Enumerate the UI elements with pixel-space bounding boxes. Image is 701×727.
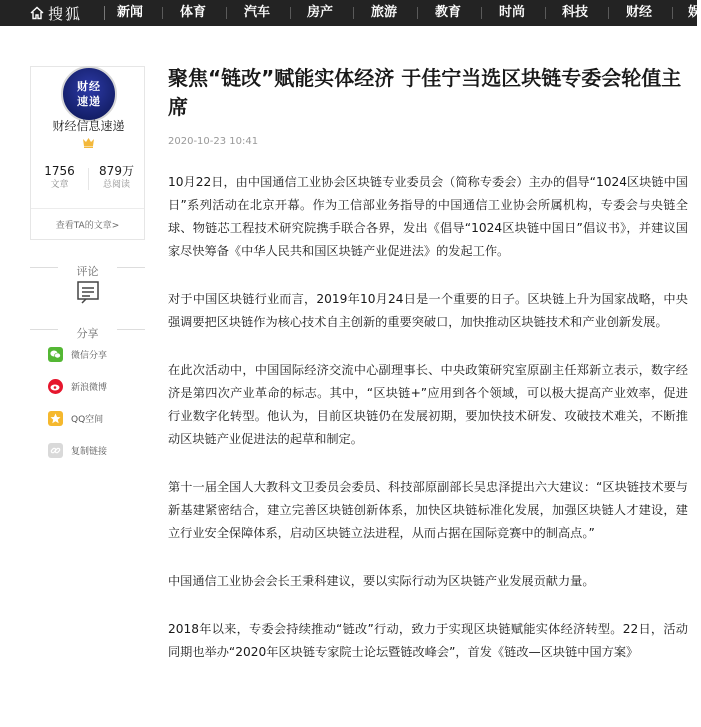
top-navigation-bar bbox=[0, 0, 701, 26]
divider-line bbox=[117, 267, 145, 268]
nav-divider bbox=[290, 7, 291, 19]
article-count-stat bbox=[31, 164, 88, 192]
sohu-logo[interactable] bbox=[30, 0, 82, 26]
nav-divider bbox=[545, 7, 546, 19]
share-qzone[interactable] bbox=[48, 410, 145, 426]
nav-item-fashion[interactable]: 时尚 bbox=[499, 5, 526, 20]
comment-section-header bbox=[30, 260, 145, 278]
divider-line bbox=[30, 329, 58, 330]
divider-line bbox=[117, 329, 145, 330]
avatar-text-line1: 财经 bbox=[77, 80, 101, 93]
article-count: 1756 bbox=[44, 164, 75, 178]
article-title: 聚焦“链改”赋能实体经济 于佳宁当选区块链专委会轮值主席 bbox=[168, 66, 682, 119]
nav-item-travel[interactable]: 旅游 bbox=[371, 5, 398, 20]
nav-divider bbox=[417, 7, 418, 19]
author-sidebar bbox=[30, 66, 145, 474]
link-icon bbox=[48, 443, 63, 458]
total-views: 879万 bbox=[99, 164, 134, 178]
share-weibo[interactable] bbox=[48, 378, 145, 394]
nav-divider bbox=[481, 7, 482, 19]
article-paragraph: 第十一届全国人大教科文卫委员会委员、科技部原副部长吴忠泽提出六大建议：“区块链技术要与新基建紧密结合，建立完善区块链创新体系，加快区块链标准化发展，加强区块链人才建设，建立行业安全保障体系，启动区块链立法进程，从而占据在国际竞赛中的制高点。” bbox=[168, 480, 688, 540]
view-author-articles-link[interactable]: 查看TA的文章> bbox=[55, 221, 120, 231]
article bbox=[168, 64, 688, 664]
share-wechat-label: 微信分享 bbox=[71, 350, 108, 361]
nav-item-finance[interactable]: 财经 bbox=[626, 5, 653, 20]
share-label: 分享 bbox=[76, 327, 99, 340]
card-divider bbox=[31, 208, 144, 209]
share-qzone-label: QQ空间 bbox=[71, 414, 104, 425]
article-timestamp: 2020-10-23 10:41 bbox=[168, 136, 259, 147]
author-card bbox=[30, 66, 145, 240]
share-wechat[interactable] bbox=[48, 346, 145, 362]
stats-divider bbox=[88, 168, 89, 190]
nav-item-news[interactable]: 新闻 bbox=[117, 5, 144, 20]
nav-divider bbox=[353, 7, 354, 19]
nav-item-entertainment[interactable]: 娱 bbox=[688, 5, 701, 20]
share-copy-link[interactable] bbox=[48, 442, 145, 458]
nav-divider bbox=[226, 7, 227, 19]
share-weibo-label: 新浪微博 bbox=[71, 382, 108, 393]
wechat-icon bbox=[48, 347, 63, 362]
nav-item-auto[interactable]: 汽车 bbox=[244, 5, 271, 20]
avatar[interactable] bbox=[61, 66, 117, 122]
article-paragraph: 中国通信工业协会会长王秉科建议，要以实际行动为区块链产业发展贡献力量。 bbox=[168, 574, 595, 588]
nav-item-realestate[interactable]: 房产 bbox=[307, 5, 334, 20]
nav-item-sports[interactable]: 体育 bbox=[180, 5, 207, 20]
nav-item-education[interactable]: 教育 bbox=[435, 5, 462, 20]
avatar-text-line2: 速递 bbox=[77, 95, 101, 108]
article-paragraph: 10月22日，由中国通信工业协会区块链专业委员会（简称专委会）主办的倡导“1024区块链中国日”系列活动在北京开幕。作为工信部业务指导的中国通信工业协会所属机构，专委会与央链全球、物链芯工程技术研究院携手联合各界，发出《倡导“1024区块链中国日”倡议书》，并建议国家尽快筹备《中华人民共和国区块链产业促进法》的发起工作。 bbox=[168, 175, 688, 258]
share-list bbox=[30, 346, 145, 458]
logo-divider bbox=[104, 6, 105, 20]
nav-item-tech[interactable]: 科技 bbox=[562, 5, 589, 20]
honor-badge-icon bbox=[82, 137, 95, 148]
share-copy-link-label: 复制链接 bbox=[71, 446, 108, 457]
article-count-label: 文章 bbox=[50, 180, 69, 190]
logo-text: 搜狐 bbox=[48, 4, 83, 23]
article-paragraph: 在此次活动中，中国国际经济交流中心副理事长、中央政策研究室原副主任郑新立表示，数字经济是第四次产业革命的标志。其中，“区块链+”应用到各个领域，可以极大提高产业效率，促进行业数字化转型。他认为，目前区块链仍在发展初期，要加快技术研发、攻破技术难关，不断推动区块链产业促进法的起草和制定。 bbox=[168, 363, 688, 446]
comment-icon[interactable] bbox=[76, 280, 100, 304]
share-section-header bbox=[30, 322, 145, 340]
author-name[interactable]: 财经信息速递 bbox=[52, 119, 125, 133]
nav-divider bbox=[672, 7, 673, 19]
article-paragraph: 2018年以来，专委会持续推动“链改”行动，致力于实现区块链赋能实体经济转型。22日，活动同期也举办“2020年区块链专家院士论坛暨链改峰会”，首发《链改—区块链中国方案》 bbox=[168, 622, 688, 659]
weibo-icon bbox=[48, 379, 63, 394]
home-icon bbox=[30, 6, 44, 20]
article-paragraph: 对于中国区块链行业而言，2019年10月24日是一个重要的日子。区块链上升为国家战略，中央强调要把区块链作为核心技术自主创新的重要突破口，加快推动区块链技术和产业创新发展。 bbox=[168, 292, 688, 329]
nav-divider bbox=[162, 7, 163, 19]
comment-label: 评论 bbox=[76, 265, 99, 278]
total-views-label: 总阅读 bbox=[102, 180, 130, 190]
total-views-stat bbox=[88, 164, 145, 192]
divider-line bbox=[30, 267, 58, 268]
nav-divider bbox=[608, 7, 609, 19]
qzone-icon bbox=[48, 411, 63, 426]
